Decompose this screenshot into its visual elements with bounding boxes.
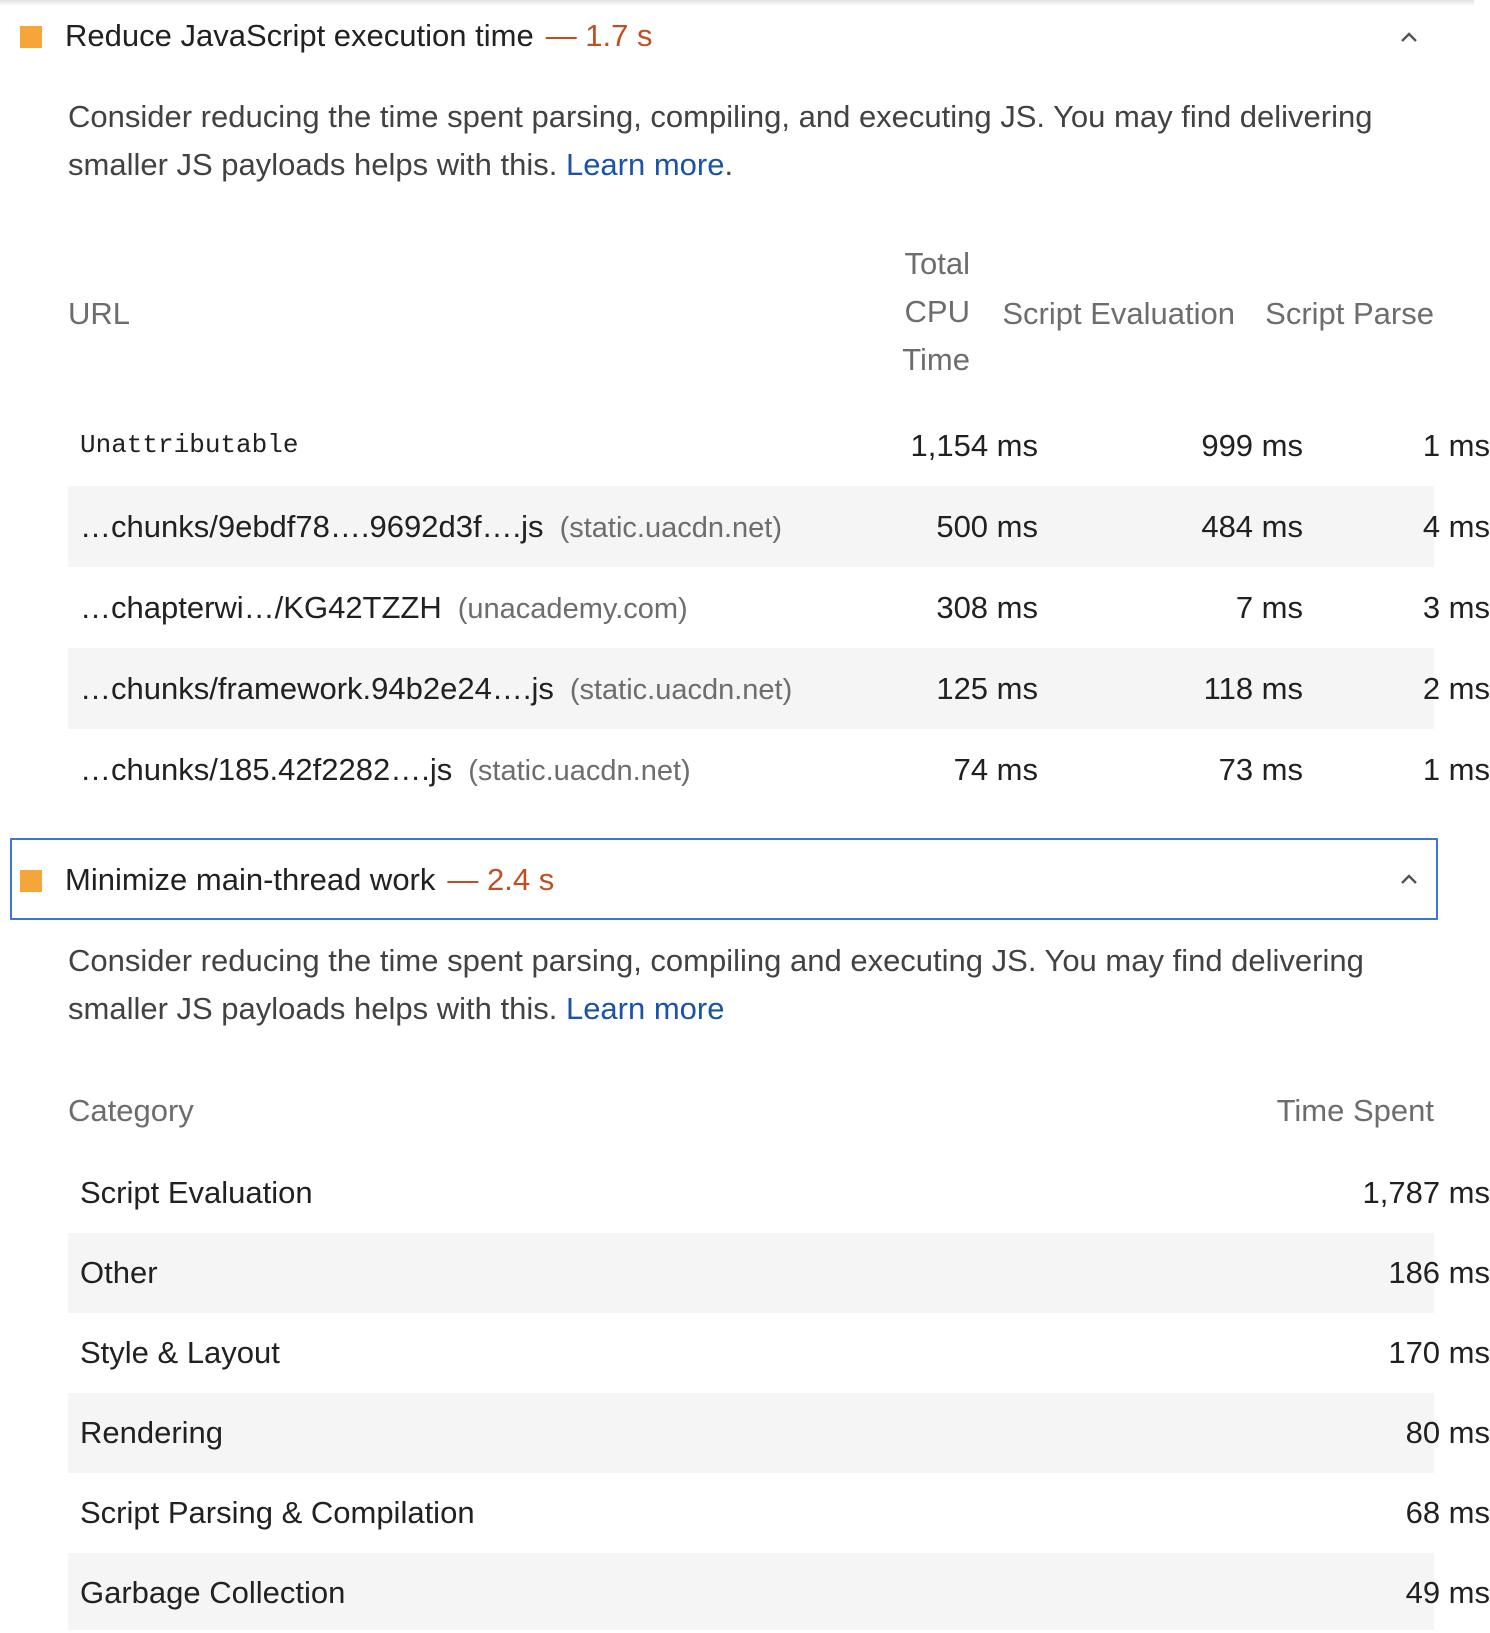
table-row [68, 1553, 1490, 1630]
description-period: . [724, 147, 734, 182]
script-eval-cell: 999 ms [1201, 428, 1303, 463]
audit-title [65, 18, 653, 54]
script-eval-cell: 118 ms [1203, 671, 1303, 706]
total-cpu-cell: 74 ms [953, 752, 1038, 787]
table-row [68, 486, 1490, 567]
time-spent-cell: 49 ms [1405, 1575, 1490, 1610]
header-line: Total [904, 246, 970, 281]
url-cell: Unattributable [80, 430, 299, 460]
chevron-up-icon[interactable] [1396, 24, 1422, 50]
header-line: Time [902, 342, 970, 377]
url-text[interactable]: …chapterwi…/KG42TZZH [80, 590, 442, 625]
audit-title-text: Minimize main-thread work [65, 862, 436, 897]
time-spent-cell: 68 ms [1405, 1495, 1490, 1530]
category-cell: Style & Layout [80, 1335, 280, 1370]
url-host: (unacademy.com) [457, 593, 688, 625]
time-spent-cell: 1,787 ms [1362, 1175, 1490, 1210]
url-cell[interactable] [80, 567, 688, 648]
audit-header[interactable] [10, 0, 1438, 82]
table-row [68, 567, 1490, 648]
url-host: (static.uacdn.net) [468, 755, 691, 787]
table-row [68, 648, 1490, 729]
audit-description [68, 937, 1468, 1033]
total-cpu-cell: 500 ms [936, 509, 1038, 544]
audit-description [68, 93, 1468, 189]
table-row [68, 1313, 1490, 1393]
script-parse-cell: 1 ms [1422, 752, 1490, 787]
time-spent-cell: 170 ms [1388, 1335, 1490, 1370]
table-row [68, 1473, 1490, 1553]
table-row [68, 1153, 1490, 1233]
url-host: (static.uacdn.net) [559, 512, 783, 544]
url-cell[interactable] [80, 486, 782, 567]
url-text[interactable]: …chunks/framework.94b2e24….js [80, 671, 554, 706]
category-cell: Script Evaluation [80, 1175, 313, 1210]
url-text[interactable]: …chunks/9ebdf78….9692d3f….js [80, 509, 544, 544]
url-text[interactable]: …chunks/185.42f2282….js [80, 752, 453, 787]
table-row [68, 1393, 1490, 1473]
description-text: Consider reducing the time spent parsing, compiling, and executing JS. You may find delivering smaller JS payloads helps with this. [68, 99, 1373, 182]
script-eval-cell: 73 ms [1218, 752, 1303, 787]
url-cell[interactable] [80, 729, 691, 810]
description-text: Consider reducing the time spent parsing, compiling and executing JS. You may find delivering smaller JS payloads helps with this. [68, 943, 1364, 1026]
col-header-script-parse: Script Parse [1265, 296, 1434, 331]
audit-display-value: — 1.7 s [545, 18, 653, 53]
table-row [68, 1233, 1490, 1313]
table-row [68, 729, 1490, 810]
learn-more-link[interactable]: Learn more [565, 147, 725, 182]
total-cpu-cell: 308 ms [936, 590, 1038, 625]
category-cell: Other [80, 1255, 158, 1290]
script-eval-cell: 7 ms [1235, 590, 1303, 625]
col-header-category: Category [68, 1093, 194, 1128]
audit-header[interactable] [10, 838, 1438, 920]
url-host: (static.uacdn.net) [569, 674, 793, 706]
total-cpu-cell: 125 ms [936, 671, 1038, 706]
col-header-total-cpu-time [780, 240, 970, 384]
script-eval-cell: 484 ms [1201, 509, 1303, 544]
audit-title-text: Reduce JavaScript execution time [65, 18, 534, 53]
average-square-icon [20, 870, 42, 892]
col-header-script-evaluation: Script Evaluation [1002, 296, 1235, 331]
header-line: CPU [904, 294, 970, 329]
time-spent-cell: 186 ms [1388, 1255, 1490, 1290]
audit-title [65, 862, 554, 898]
category-cell: Garbage Collection [80, 1575, 346, 1610]
time-spent-cell: 80 ms [1405, 1415, 1490, 1450]
table-row [68, 405, 1490, 486]
category-cell: Rendering [80, 1415, 224, 1450]
col-header-url: URL [68, 296, 131, 331]
script-parse-cell: 1 ms [1422, 428, 1490, 463]
url-cell[interactable] [80, 648, 792, 729]
category-cell: Script Parsing & Compilation [80, 1495, 475, 1530]
chevron-up-icon[interactable] [1396, 866, 1422, 892]
script-parse-cell: 4 ms [1422, 509, 1490, 544]
script-parse-cell: 2 ms [1422, 671, 1490, 706]
col-header-time-spent: Time Spent [1276, 1093, 1434, 1128]
learn-more-link[interactable]: Learn more [565, 991, 725, 1026]
script-parse-cell: 3 ms [1422, 590, 1490, 625]
average-square-icon [20, 26, 42, 48]
audit-display-value: — 2.4 s [447, 862, 555, 897]
total-cpu-cell: 1,154 ms [910, 428, 1038, 463]
